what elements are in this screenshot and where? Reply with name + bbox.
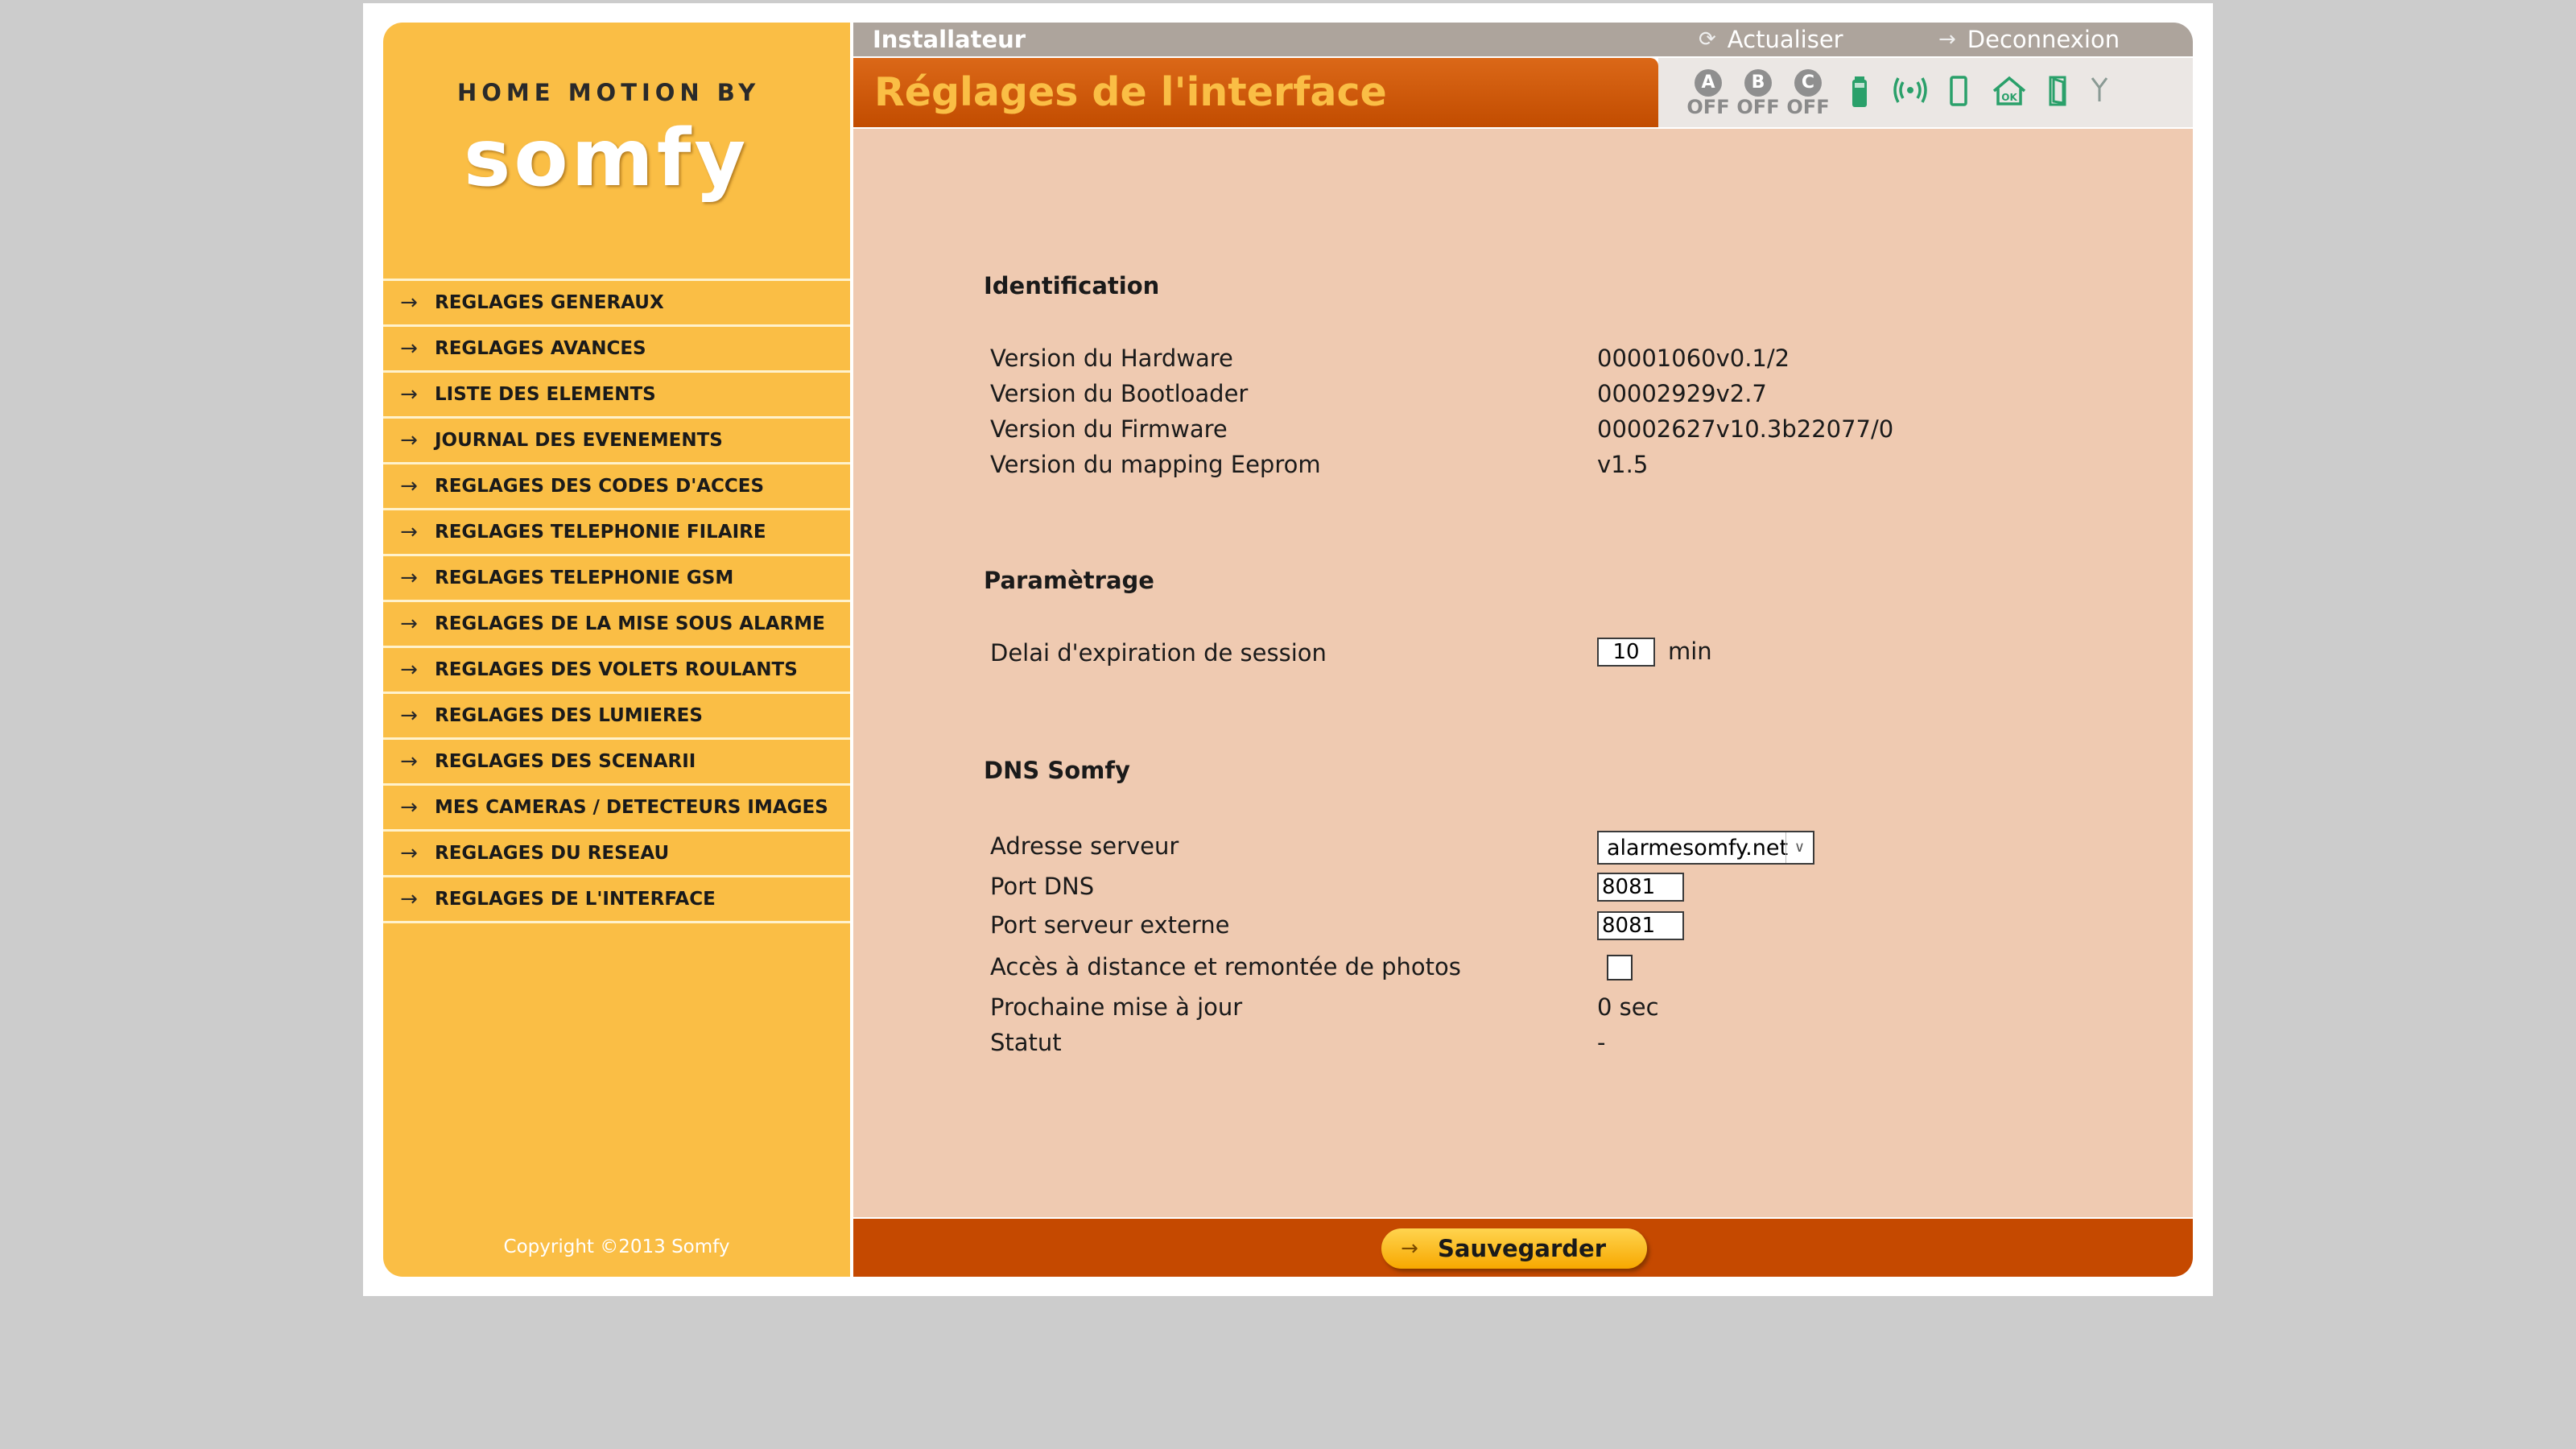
arrow-right-icon: → (1938, 27, 1956, 52)
sidebar-item-reglages-generaux[interactable] (383, 281, 850, 327)
sidebar-item-journal-evenements[interactable] (383, 419, 850, 464)
logout-label: Deconnexion (1967, 26, 2120, 53)
eeprom-mapping-label: Version du mapping Eeprom (990, 451, 1321, 478)
zone-letter: A (1695, 69, 1722, 97)
status-bar (1658, 58, 2193, 127)
footer-bar (853, 1219, 2193, 1277)
zone-letter: B (1744, 69, 1772, 97)
title-bar (853, 58, 1658, 127)
logo-brand-name: somfy (464, 113, 749, 204)
zone-state: OFF (1686, 96, 1730, 118)
status-value: - (1597, 1029, 1606, 1056)
sidebar-item-label: LISTE DES ELEMENTS (435, 384, 656, 405)
sidebar-item-label: REGLAGES TELEPHONIE GSM (435, 568, 734, 588)
sidebar (383, 23, 850, 1277)
status-label: Statut (990, 1029, 1062, 1056)
arrow-right-icon: → (400, 795, 418, 819)
sidebar-item-label: REGLAGES DES LUMIERES (435, 705, 703, 726)
identification-heading: Identification (984, 272, 1160, 299)
remote-access-label: Accès à distance et remontée de photos (990, 953, 1461, 980)
page-title: Réglages de l'interface (874, 69, 1387, 115)
sidebar-item-interface[interactable] (383, 877, 850, 923)
zone-letter: C (1794, 69, 1822, 97)
dns-port-input[interactable]: 8081 (1597, 873, 1684, 902)
server-address-value: alarmesomfy.net (1607, 836, 1789, 861)
home-ok-icon (1992, 76, 2027, 114)
zone-c-status (1785, 69, 1831, 118)
sidebar-menu (383, 279, 850, 923)
arrow-right-icon: → (1401, 1236, 1418, 1261)
sidebar-item-telephonie-gsm[interactable] (383, 556, 850, 602)
sidebar-item-label: REGLAGES DE L'INTERFACE (435, 889, 716, 910)
copyright-text: Copyright ©2013 Somfy (503, 1236, 730, 1257)
sidebar-item-telephonie-filaire[interactable] (383, 510, 850, 556)
zone-state: OFF (1786, 96, 1830, 118)
session-timeout-label: Delai d'expiration de session (990, 639, 1327, 667)
sidebar-item-mise-sous-alarme[interactable] (383, 602, 850, 648)
battery-icon (1852, 76, 1868, 115)
sidebar-item-label: REGLAGES TELEPHONIE FILAIRE (435, 522, 766, 543)
logo-tagline: HOME MOTION BY (457, 79, 761, 106)
content-panel (853, 129, 2193, 1217)
arrow-right-icon: → (400, 749, 418, 774)
refresh-link[interactable] (1699, 26, 1843, 53)
refresh-label: Actualiser (1727, 26, 1843, 53)
arrow-right-icon: → (400, 566, 418, 590)
session-timeout-input[interactable]: 10 (1597, 638, 1655, 667)
dns-port-label: Port DNS (990, 873, 1095, 900)
hardware-version-value: 00001060v0.1/2 (1597, 345, 1790, 372)
external-port-input[interactable]: 8081 (1597, 911, 1684, 940)
sidebar-item-lumieres[interactable] (383, 694, 850, 740)
arrow-right-icon: → (400, 704, 418, 728)
eeprom-mapping-value: v1.5 (1597, 451, 1649, 478)
server-address-label: Adresse serveur (990, 832, 1179, 860)
remote-access-checkbox[interactable] (1607, 955, 1633, 980)
bootloader-version-value: 00002929v2.7 (1597, 380, 1767, 407)
door-sensor-icon (1950, 76, 1967, 114)
save-button[interactable] (1381, 1228, 1647, 1269)
dns-somfy-heading: DNS Somfy (984, 757, 1130, 784)
user-role-label: Installateur (873, 26, 1026, 53)
zone-state: OFF (1736, 96, 1780, 118)
parametrage-heading: Paramètrage (984, 567, 1154, 594)
arrow-right-icon: → (400, 887, 418, 911)
logo (383, 23, 850, 279)
zone-a-status (1686, 69, 1731, 118)
sidebar-item-label: REGLAGES DES CODES D'ACCES (435, 476, 765, 497)
next-update-value: 0 sec (1597, 993, 1659, 1021)
next-update-label: Prochaine mise à jour (990, 993, 1243, 1021)
sidebar-item-label: REGLAGES DU RESEAU (435, 843, 670, 864)
arrow-right-icon: → (400, 520, 418, 544)
sidebar-item-label: REGLAGES AVANCES (435, 338, 646, 359)
app-window (383, 23, 2193, 1277)
sidebar-item-reseau[interactable] (383, 832, 850, 877)
sidebar-item-label: REGLAGES DE LA MISE SOUS ALARME (435, 613, 825, 634)
sidebar-item-cameras[interactable] (383, 786, 850, 832)
top-bar (853, 23, 2193, 56)
sidebar-item-scenarii[interactable] (383, 740, 850, 786)
sidebar-item-label: REGLAGES GENERAUX (435, 292, 664, 313)
server-address-select[interactable] (1597, 831, 1814, 865)
external-port-label: Port serveur externe (990, 911, 1230, 939)
arrow-right-icon: → (400, 612, 418, 636)
svg-text:OK: OK (2001, 92, 2017, 103)
logout-link[interactable] (1938, 26, 2120, 53)
zone-b-status (1736, 69, 1781, 118)
bootloader-version-label: Version du Bootloader (990, 380, 1249, 407)
arrow-right-icon: → (400, 658, 418, 682)
sidebar-item-label: REGLAGES DES SCENARII (435, 751, 696, 772)
chevron-down-icon: ∨ (1785, 832, 1813, 863)
sidebar-item-codes-acces[interactable] (383, 464, 850, 510)
session-timeout-unit: min (1668, 638, 1712, 665)
hardware-version-label: Version du Hardware (990, 345, 1233, 372)
firmware-version-label: Version du Firmware (990, 415, 1228, 443)
sidebar-item-volets-roulants[interactable] (383, 648, 850, 694)
arrow-right-icon: → (400, 336, 418, 361)
sidebar-item-label: REGLAGES DES VOLETS ROULANTS (435, 659, 798, 680)
arrow-right-icon: → (400, 291, 418, 315)
radio-signal-icon (1892, 76, 1929, 112)
arrow-right-icon: → (400, 841, 418, 865)
sidebar-item-liste-elements[interactable] (383, 373, 850, 419)
sidebar-item-label: MES CAMERAS / DETECTEURS IMAGES (435, 797, 828, 818)
arrow-right-icon: → (400, 428, 418, 452)
arrow-right-icon: → (400, 474, 418, 498)
firmware-version-value: 00002627v10.3b22077/0 (1597, 415, 1894, 443)
arrow-right-icon: → (400, 382, 418, 407)
refresh-icon: ⟳ (1699, 27, 1716, 52)
sidebar-item-reglages-avances[interactable] (383, 327, 850, 373)
sidebar-item-label: JOURNAL DES EVENEMENTS (435, 430, 723, 451)
antenna-icon (2090, 76, 2109, 110)
save-button-label: Sauvegarder (1438, 1235, 1607, 1262)
door-open-icon (2048, 76, 2067, 114)
